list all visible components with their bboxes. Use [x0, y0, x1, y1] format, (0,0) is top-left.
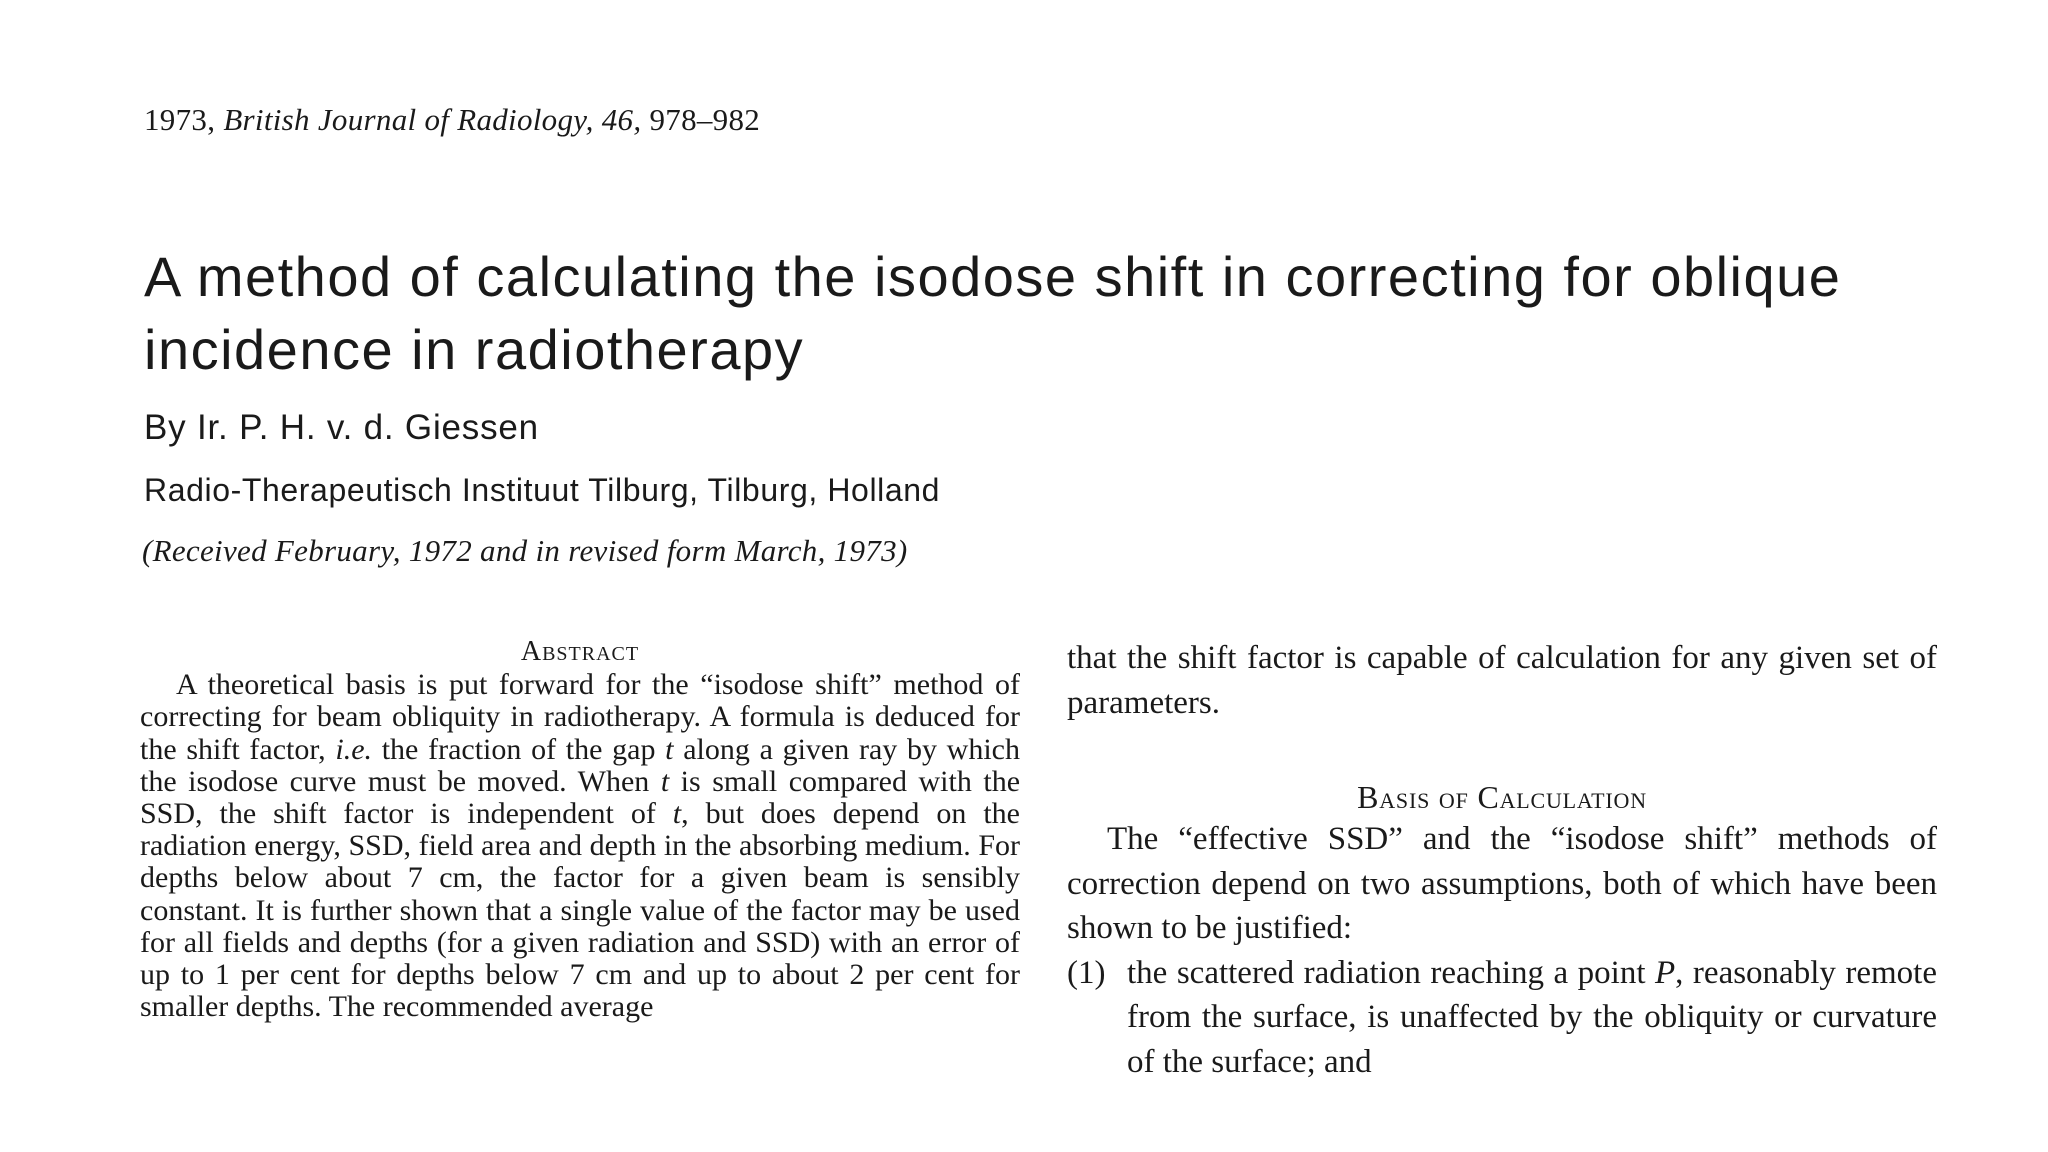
- abstract-body: [140, 669, 1020, 1023]
- affiliation-line: Radio-Therapeutisch Instituut Tilburg, Tilburg, Holland: [144, 472, 941, 508]
- list-item-text-a: the scattered radiation reaching a point: [1127, 954, 1655, 991]
- abstract-text-t1: t: [665, 732, 674, 766]
- list-item-variable-p: P: [1655, 954, 1676, 991]
- list-item-1: [1067, 951, 1937, 1085]
- list-item-text-b: , reasonably remote from the surface, is unaffected by the obliquity or curvature of the surface; and: [1127, 954, 1937, 1080]
- abstract-section: [140, 636, 1020, 1078]
- abstract-text-4: is small compared with the SSD, the shift factor is independent of: [140, 764, 1020, 831]
- abstract-text-ie: i.e.: [335, 732, 373, 766]
- citation-pages: 978–982: [649, 102, 761, 137]
- author-line: By Ir. P. H. v. d. Giessen: [144, 408, 539, 447]
- received-text: (Received February, 1972 and in revised form March, 1973): [142, 533, 908, 568]
- continuation-paragraph: that the shift factor is capable of calculation for any given set of parameters.: [1067, 640, 1937, 721]
- citation-year: 1973,: [144, 102, 216, 137]
- abstract-heading: Abstract: [520, 636, 640, 667]
- article-title: A method of calculating the isodose shift in correcting for oblique incidence in radiotherapy: [144, 245, 1842, 381]
- right-column: [1067, 636, 1937, 1084]
- abstract-text-t3: t: [672, 797, 682, 831]
- citation-journal: British Journal of Radiology,: [223, 102, 594, 137]
- section-heading-basis: Basis of Calculation: [1357, 779, 1647, 815]
- list-item-number: (1): [1067, 954, 1106, 991]
- list-item-text: [1127, 951, 1937, 1085]
- abstract-text-1: A theoretical basis is put forward for the “isodose shift” method of correcting for beam obliquity in radiotherapy. A formula is deduced for the shift factor,: [140, 668, 1020, 766]
- abstract-text-5: , but does depend on the radiation energy, SSD, field area and depth in the absorbing medium. For depths below about 7 cm, the factor for a given beam is sensibly constant. It is further shown that a single value of the factor may be used for all fields and depths (for a given radiation and SSD) with an error of up to 1 per cent for depths below 7 cm and up to about 2 per cent for smaller depths. The recommended average: [140, 797, 1020, 1024]
- abstract-text-t2: t: [660, 764, 670, 798]
- abstract-text-2: the fraction of the gap: [372, 732, 666, 766]
- abstract-text-3: along a given ray by which the isodose curve must be moved. When: [140, 732, 1020, 798]
- citation-volume: 46,: [601, 102, 642, 137]
- received-date: [142, 533, 908, 569]
- basis-paragraph: The “effective SSD” and the “isodose shift” methods of correction depend on two assumptions, both of which have been shown to be justified:: [1067, 821, 1937, 946]
- citation-line: [144, 102, 760, 138]
